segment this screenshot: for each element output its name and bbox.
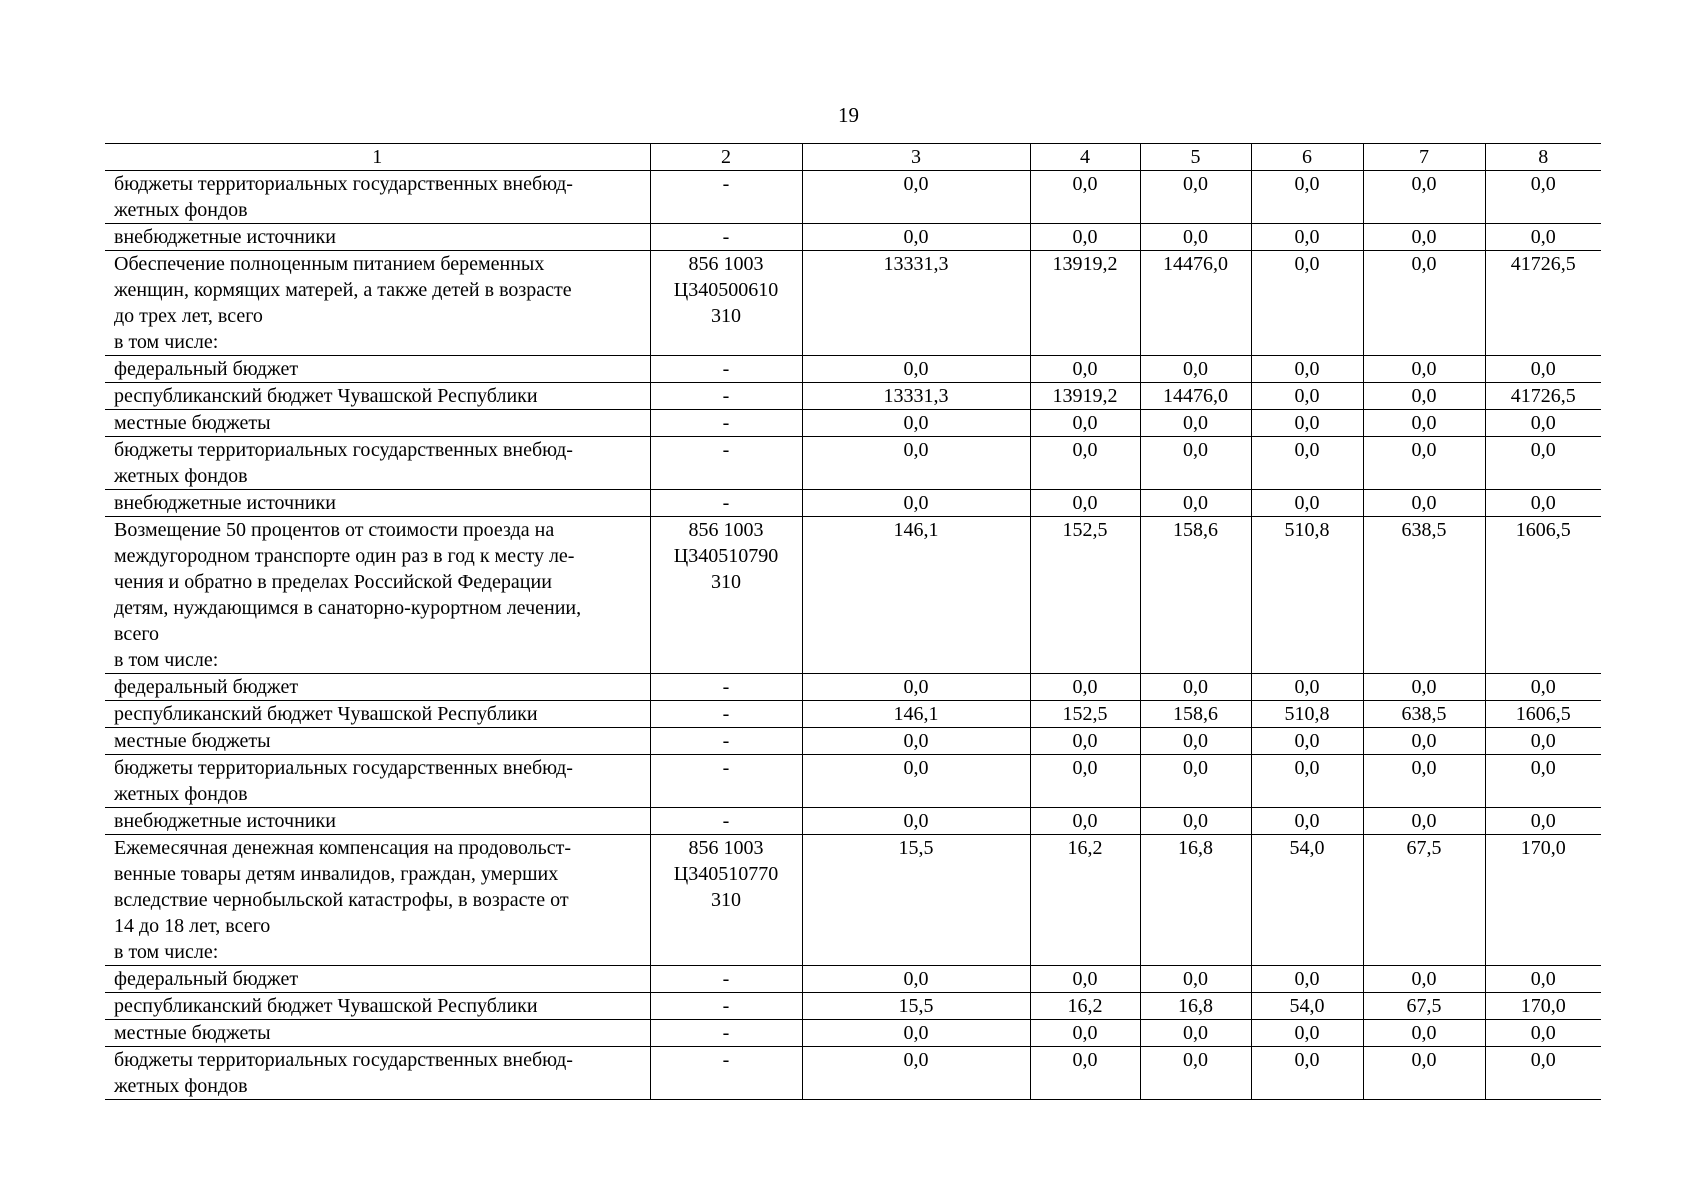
value-cell: 1606,5 xyxy=(1485,517,1601,674)
value-cell: 0,0 xyxy=(1485,808,1601,835)
value-cell: 0,0 xyxy=(1030,755,1140,808)
value-cell: 0,0 xyxy=(1363,410,1485,437)
budget-code: - xyxy=(650,966,802,993)
value-cell: 0,0 xyxy=(1485,966,1601,993)
value-cell: 0,0 xyxy=(802,171,1030,224)
row-label: бюджеты территориальных государственных внебюд- жетных фондов xyxy=(105,437,650,490)
value-cell: 0,0 xyxy=(1251,224,1363,251)
value-cell: 41726,5 xyxy=(1485,251,1601,356)
value-cell: 158,6 xyxy=(1140,701,1251,728)
budget-code: - xyxy=(650,1020,802,1047)
value-cell: 0,0 xyxy=(1363,383,1485,410)
table-row xyxy=(105,517,1601,674)
table-row xyxy=(105,808,1601,835)
column-header: 1 xyxy=(105,144,650,171)
value-cell: 0,0 xyxy=(1140,410,1251,437)
value-cell: 16,8 xyxy=(1140,835,1251,966)
table-row xyxy=(105,993,1601,1020)
table-row xyxy=(105,674,1601,701)
value-cell: 152,5 xyxy=(1030,701,1140,728)
value-cell: 0,0 xyxy=(1030,410,1140,437)
row-label: Обеспечение полноценным питанием беременных женщин, кормящих матерей, а также детей в возрасте до трех лет, всего в том числе: xyxy=(105,251,650,356)
value-cell: 0,0 xyxy=(1140,728,1251,755)
column-header: 5 xyxy=(1140,144,1251,171)
value-cell: 0,0 xyxy=(1030,808,1140,835)
value-cell: 0,0 xyxy=(1251,674,1363,701)
value-cell: 0,0 xyxy=(1140,808,1251,835)
value-cell: 0,0 xyxy=(1251,251,1363,356)
table-row xyxy=(105,728,1601,755)
value-cell: 0,0 xyxy=(1363,224,1485,251)
budget-code: - xyxy=(650,356,802,383)
table-row xyxy=(105,356,1601,383)
budget-code: - xyxy=(650,701,802,728)
table-row xyxy=(105,251,1601,356)
page-number: 19 xyxy=(838,103,859,127)
value-cell: 0,0 xyxy=(802,674,1030,701)
budget-code: - xyxy=(650,490,802,517)
value-cell: 0,0 xyxy=(1485,224,1601,251)
value-cell: 0,0 xyxy=(1363,808,1485,835)
budget-table xyxy=(105,143,1601,1100)
value-cell: 510,8 xyxy=(1251,701,1363,728)
budget-code: 856 1003 Ц340500610 310 xyxy=(650,251,802,356)
value-cell: 0,0 xyxy=(802,437,1030,490)
value-cell: 41726,5 xyxy=(1485,383,1601,410)
value-cell: 0,0 xyxy=(1140,171,1251,224)
value-cell: 13331,3 xyxy=(802,383,1030,410)
column-header: 3 xyxy=(802,144,1030,171)
row-label: республиканский бюджет Чувашской Республики xyxy=(105,701,650,728)
value-cell: 0,0 xyxy=(1485,356,1601,383)
value-cell: 0,0 xyxy=(1485,755,1601,808)
value-cell: 0,0 xyxy=(1140,674,1251,701)
budget-code: 856 1003 Ц340510790 310 xyxy=(650,517,802,674)
value-cell: 0,0 xyxy=(1030,171,1140,224)
value-cell: 16,2 xyxy=(1030,835,1140,966)
budget-code: - xyxy=(650,755,802,808)
row-label: внебюджетные источники xyxy=(105,808,650,835)
value-cell: 13919,2 xyxy=(1030,251,1140,356)
value-cell: 0,0 xyxy=(1485,490,1601,517)
value-cell: 0,0 xyxy=(802,808,1030,835)
value-cell: 0,0 xyxy=(1363,490,1485,517)
header-row xyxy=(105,144,1601,171)
value-cell: 158,6 xyxy=(1140,517,1251,674)
row-label: федеральный бюджет xyxy=(105,356,650,383)
row-label: федеральный бюджет xyxy=(105,674,650,701)
budget-code: - xyxy=(650,171,802,224)
row-label: бюджеты территориальных государственных внебюд- жетных фондов xyxy=(105,1047,650,1100)
value-cell: 0,0 xyxy=(1030,356,1140,383)
row-label: внебюджетные источники xyxy=(105,490,650,517)
value-cell: 0,0 xyxy=(1030,1047,1140,1100)
value-cell: 0,0 xyxy=(1363,755,1485,808)
value-cell: 0,0 xyxy=(802,755,1030,808)
value-cell: 0,0 xyxy=(802,728,1030,755)
value-cell: 0,0 xyxy=(1140,356,1251,383)
budget-code: - xyxy=(650,674,802,701)
value-cell: 0,0 xyxy=(1140,1020,1251,1047)
table-row xyxy=(105,1047,1601,1100)
value-cell: 15,5 xyxy=(802,835,1030,966)
value-cell: 0,0 xyxy=(1363,728,1485,755)
value-cell: 0,0 xyxy=(1251,171,1363,224)
value-cell: 0,0 xyxy=(1030,728,1140,755)
value-cell: 0,0 xyxy=(1140,755,1251,808)
value-cell: 0,0 xyxy=(1251,1047,1363,1100)
value-cell: 0,0 xyxy=(1251,966,1363,993)
value-cell: 638,5 xyxy=(1363,517,1485,674)
value-cell: 0,0 xyxy=(1140,224,1251,251)
value-cell: 0,0 xyxy=(1251,410,1363,437)
value-cell: 0,0 xyxy=(1140,1047,1251,1100)
budget-code: - xyxy=(650,808,802,835)
column-header: 2 xyxy=(650,144,802,171)
column-header: 6 xyxy=(1251,144,1363,171)
table-row xyxy=(105,755,1601,808)
value-cell: 0,0 xyxy=(1363,674,1485,701)
value-cell: 14476,0 xyxy=(1140,383,1251,410)
value-cell: 0,0 xyxy=(1363,437,1485,490)
value-cell: 0,0 xyxy=(1485,1047,1601,1100)
value-cell: 0,0 xyxy=(1251,808,1363,835)
table-row xyxy=(105,224,1601,251)
value-cell: 0,0 xyxy=(1030,1020,1140,1047)
budget-code: - xyxy=(650,1047,802,1100)
value-cell: 0,0 xyxy=(1251,755,1363,808)
table-row xyxy=(105,410,1601,437)
budget-code: - xyxy=(650,410,802,437)
value-cell: 16,2 xyxy=(1030,993,1140,1020)
row-label: федеральный бюджет xyxy=(105,966,650,993)
value-cell: 0,0 xyxy=(1251,383,1363,410)
value-cell: 0,0 xyxy=(1251,728,1363,755)
value-cell: 0,0 xyxy=(1251,490,1363,517)
value-cell: 0,0 xyxy=(1251,1020,1363,1047)
column-header: 8 xyxy=(1485,144,1601,171)
value-cell: 0,0 xyxy=(1251,356,1363,383)
row-label: республиканский бюджет Чувашской Республики xyxy=(105,383,650,410)
value-cell: 170,0 xyxy=(1485,993,1601,1020)
value-cell: 0,0 xyxy=(1363,966,1485,993)
value-cell: 16,8 xyxy=(1140,993,1251,1020)
value-cell: 54,0 xyxy=(1251,835,1363,966)
value-cell: 0,0 xyxy=(1363,251,1485,356)
budget-code: 856 1003 Ц340510770 310 xyxy=(650,835,802,966)
value-cell: 1606,5 xyxy=(1485,701,1601,728)
value-cell: 0,0 xyxy=(1140,437,1251,490)
budget-code: - xyxy=(650,437,802,490)
value-cell: 152,5 xyxy=(1030,517,1140,674)
table-row xyxy=(105,1020,1601,1047)
value-cell: 67,5 xyxy=(1363,993,1485,1020)
column-header: 7 xyxy=(1363,144,1485,171)
value-cell: 0,0 xyxy=(1363,1020,1485,1047)
value-cell: 0,0 xyxy=(1140,966,1251,993)
value-cell: 0,0 xyxy=(802,224,1030,251)
row-label: внебюджетные источники xyxy=(105,224,650,251)
value-cell: 170,0 xyxy=(1485,835,1601,966)
table-row xyxy=(105,437,1601,490)
row-label: бюджеты территориальных государственных внебюд- жетных фондов xyxy=(105,755,650,808)
value-cell: 0,0 xyxy=(1363,171,1485,224)
row-label: местные бюджеты xyxy=(105,1020,650,1047)
row-label: республиканский бюджет Чувашской Республики xyxy=(105,993,650,1020)
value-cell: 13331,3 xyxy=(802,251,1030,356)
table-row xyxy=(105,701,1601,728)
budget-code: - xyxy=(650,224,802,251)
value-cell: 0,0 xyxy=(1251,437,1363,490)
column-header: 4 xyxy=(1030,144,1140,171)
value-cell: 0,0 xyxy=(802,1047,1030,1100)
value-cell: 0,0 xyxy=(1485,171,1601,224)
table-row xyxy=(105,383,1601,410)
table-row xyxy=(105,490,1601,517)
value-cell: 0,0 xyxy=(1485,437,1601,490)
value-cell: 0,0 xyxy=(802,410,1030,437)
value-cell: 0,0 xyxy=(1140,490,1251,517)
value-cell: 54,0 xyxy=(1251,993,1363,1020)
table-body xyxy=(105,144,1601,1100)
value-cell: 0,0 xyxy=(1485,728,1601,755)
value-cell: 15,5 xyxy=(802,993,1030,1020)
value-cell: 13919,2 xyxy=(1030,383,1140,410)
table-row xyxy=(105,966,1601,993)
value-cell: 0,0 xyxy=(802,966,1030,993)
table-row xyxy=(105,835,1601,966)
value-cell: 14476,0 xyxy=(1140,251,1251,356)
value-cell: 0,0 xyxy=(1363,1047,1485,1100)
value-cell: 146,1 xyxy=(802,701,1030,728)
value-cell: 0,0 xyxy=(1030,490,1140,517)
value-cell: 0,0 xyxy=(1030,224,1140,251)
budget-code: - xyxy=(650,993,802,1020)
value-cell: 638,5 xyxy=(1363,701,1485,728)
value-cell: 0,0 xyxy=(1485,674,1601,701)
row-label: Ежемесячная денежная компенсация на продовольст- венные товары детям инвалидов, граждан, умерших вследствие чернобыльской катастрофы, в возрасте от 14 до 18 лет, всего в том числе: xyxy=(105,835,650,966)
budget-code: - xyxy=(650,728,802,755)
value-cell: 0,0 xyxy=(1030,437,1140,490)
value-cell: 67,5 xyxy=(1363,835,1485,966)
value-cell: 0,0 xyxy=(1485,410,1601,437)
table-row xyxy=(105,171,1601,224)
budget-code: - xyxy=(650,383,802,410)
row-label: бюджеты территориальных государственных внебюд- жетных фондов xyxy=(105,171,650,224)
row-label: местные бюджеты xyxy=(105,728,650,755)
row-label: Возмещение 50 процентов от стоимости проезда на междугородном транспорте один раз в год к месту ле- чения и обратно в пределах Российской Федерации детям, нуждающимся в санаторно-курортном лечении, всего в том числе: xyxy=(105,517,650,674)
value-cell: 0,0 xyxy=(802,356,1030,383)
value-cell: 510,8 xyxy=(1251,517,1363,674)
value-cell: 146,1 xyxy=(802,517,1030,674)
value-cell: 0,0 xyxy=(1030,674,1140,701)
row-label: местные бюджеты xyxy=(105,410,650,437)
value-cell: 0,0 xyxy=(802,1020,1030,1047)
value-cell: 0,0 xyxy=(1030,966,1140,993)
value-cell: 0,0 xyxy=(1363,356,1485,383)
value-cell: 0,0 xyxy=(1485,1020,1601,1047)
value-cell: 0,0 xyxy=(802,490,1030,517)
